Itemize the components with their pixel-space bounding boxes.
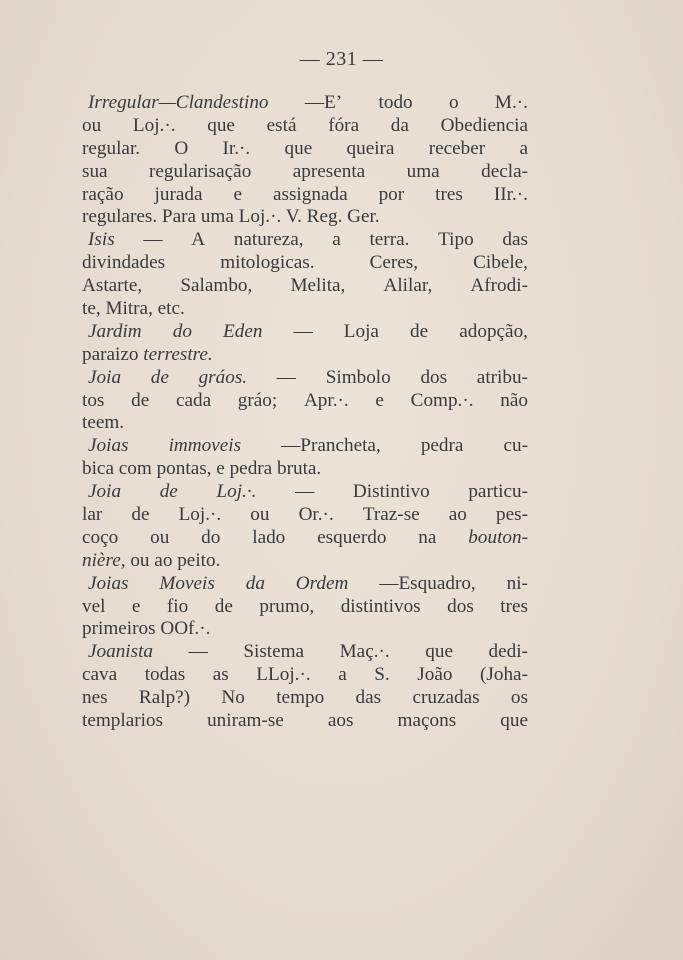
word: —: [143, 229, 163, 251]
word: Melita,: [290, 275, 346, 297]
word: (Joha-: [480, 664, 528, 686]
word: fóra: [328, 114, 360, 136]
word: Loj.·.: [178, 504, 222, 526]
word: decla-: [481, 160, 528, 182]
word: ou: [82, 114, 102, 136]
word: regularisação: [149, 160, 252, 182]
word: a: [338, 664, 347, 686]
italic-word: Joias: [88, 435, 129, 457]
text-line: [82, 664, 528, 687]
word: por: [378, 183, 405, 205]
text-run: ou ao peito.: [125, 549, 221, 571]
word: todas: [144, 664, 186, 686]
word: Simbolo: [325, 366, 391, 388]
word: coço: [82, 526, 119, 548]
word: maçons: [397, 710, 457, 732]
text-line: [82, 435, 528, 458]
word: —: [276, 366, 296, 388]
text-line: [82, 344, 528, 367]
word: vel: [82, 595, 106, 617]
word: Maç.·.: [339, 641, 390, 663]
italic-term: terrestre.: [143, 343, 213, 365]
italic-word: da: [245, 572, 265, 594]
word: das: [355, 687, 382, 709]
word: cruzadas: [412, 687, 480, 709]
word: ni-: [506, 572, 528, 594]
text-run: bica com pontas, e pedra bruta.: [82, 458, 322, 480]
word: de: [131, 504, 150, 526]
word: os: [510, 687, 528, 709]
word: a: [519, 137, 528, 159]
word: No: [221, 687, 245, 709]
text-line: [82, 527, 528, 550]
text-run: te, Mitra, etc.: [82, 298, 185, 320]
word: na: [418, 526, 437, 548]
word: A: [191, 229, 206, 251]
word: M.·.: [494, 92, 528, 113]
word: atribu-: [476, 366, 528, 388]
text-line: [82, 321, 528, 344]
word: que: [207, 114, 235, 136]
text-line: [82, 161, 528, 184]
text-run: primeiros OOf.·.: [82, 618, 211, 640]
word: tres: [435, 183, 463, 205]
word: Alilar,: [383, 275, 433, 297]
text-line: [82, 115, 528, 138]
word: todo: [378, 92, 413, 113]
word: lado: [252, 526, 286, 548]
italic-word: Moveis: [159, 572, 215, 594]
word: fio: [166, 595, 189, 617]
word: Traz-se: [362, 504, 420, 526]
text-line: [82, 710, 528, 733]
word: pedra: [420, 435, 464, 457]
word: Ceres,: [369, 252, 419, 274]
word: —Esquadro,: [379, 572, 476, 594]
word: tos: [82, 389, 105, 411]
word: —: [295, 481, 315, 503]
word: que: [500, 710, 528, 732]
text-run: paraizo: [82, 343, 144, 365]
italic-word: Jardim: [88, 320, 142, 342]
italic-word: do: [172, 320, 192, 342]
word: uniram-se: [207, 710, 284, 732]
word: esquerdo: [317, 526, 387, 548]
italic-word: immoveis: [168, 435, 242, 457]
word: Ralp?): [138, 687, 191, 709]
text-line: [82, 252, 528, 275]
word: templarios: [82, 710, 163, 732]
word: natureza,: [233, 229, 304, 251]
text-line: [82, 573, 528, 596]
word: —: [293, 320, 313, 342]
word: cu-: [503, 435, 528, 457]
text-run: teem.: [82, 412, 125, 434]
word: sua: [82, 160, 108, 182]
word: João: [417, 664, 453, 686]
word: prumo,: [259, 595, 315, 617]
word: tres: [500, 595, 528, 617]
word: Comp.·.: [410, 389, 474, 411]
word: distintivos: [340, 595, 421, 617]
word: tempo: [276, 687, 325, 709]
page-number: — 231 —: [299, 48, 384, 70]
word: jurada: [154, 183, 203, 205]
text-line: [82, 206, 528, 229]
word: ou: [150, 526, 170, 548]
italic-word: Irregular—Clandestino: [88, 92, 269, 113]
word: regular.: [82, 137, 141, 159]
italic-word: Ordem: [295, 572, 349, 594]
italic-word: gráos.: [198, 366, 248, 388]
word: Astarte,: [82, 275, 143, 297]
word: dos: [420, 366, 448, 388]
text-line: [82, 390, 528, 413]
word: cava: [82, 664, 118, 686]
italic-word: de: [159, 481, 178, 503]
word: —E’: [304, 92, 343, 113]
text-line: [82, 367, 528, 390]
word: Afrodi-: [470, 275, 528, 297]
page-text: [82, 92, 528, 733]
italic-term: nière,: [82, 549, 126, 571]
text-line: [82, 481, 528, 504]
text-line: [82, 596, 528, 619]
italic-word: Joanista: [88, 641, 154, 663]
word: nes: [82, 687, 108, 709]
word: do: [201, 526, 221, 548]
word: não: [500, 389, 528, 411]
word: Tipo: [438, 229, 474, 251]
word: Sistema: [243, 641, 305, 663]
word: uma: [406, 160, 440, 182]
word: das: [502, 229, 528, 251]
word: —: [188, 641, 208, 663]
text-line: [82, 458, 528, 481]
word: de: [410, 320, 429, 342]
text-line: [82, 687, 528, 710]
word: Apr.·.: [303, 389, 349, 411]
word: cada: [175, 389, 212, 411]
word: apresenta: [292, 160, 366, 182]
word: e: [233, 183, 242, 205]
word: está: [266, 114, 297, 136]
word: que: [284, 137, 313, 159]
italic-word: Isis: [88, 229, 115, 251]
word: a: [332, 229, 341, 251]
word: Salambo,: [180, 275, 253, 297]
text-line: [82, 184, 528, 207]
word: S.: [374, 664, 390, 686]
word: particu-: [468, 481, 528, 503]
italic-word: Joia: [88, 481, 122, 503]
word: Obediencia: [440, 114, 528, 136]
word: divindades: [82, 252, 166, 274]
word: aos: [327, 710, 354, 732]
text-line: [82, 92, 528, 115]
word: da: [390, 114, 409, 136]
text-line: [82, 298, 528, 321]
word: —Prancheta,: [281, 435, 381, 457]
word: O: [174, 137, 189, 159]
word: ao: [448, 504, 467, 526]
word: de: [131, 389, 150, 411]
word: Or.·.: [298, 504, 334, 526]
italic-word: de: [150, 366, 169, 388]
word: adopção,: [459, 320, 528, 342]
word: terra.: [369, 229, 410, 251]
word: queira: [346, 137, 395, 159]
text-line: [82, 618, 528, 641]
word: ração: [82, 183, 124, 205]
word: e: [375, 389, 384, 411]
word: Distintivo: [352, 481, 430, 503]
word: gráo;: [237, 389, 278, 411]
italic-word: Loj.·.: [216, 481, 257, 503]
word: LLoj.·.: [256, 664, 311, 686]
word: dos: [447, 595, 474, 617]
word: mitologicas.: [220, 252, 315, 274]
word: assignada: [272, 183, 348, 205]
word: de: [214, 595, 233, 617]
italic-word: Joias: [88, 572, 129, 594]
word: Ir.·.: [222, 137, 251, 159]
word: as: [212, 664, 229, 686]
word: que: [425, 641, 453, 663]
text-line: [82, 275, 528, 298]
italic-word: Eden: [223, 320, 263, 342]
italic-word: bouton-: [468, 526, 528, 548]
word: o: [448, 92, 459, 113]
word: Cibele,: [473, 252, 528, 274]
text-run: regulares. Para uma Loj.·. V. Reg. Ger.: [82, 206, 380, 228]
word: lar: [82, 504, 103, 526]
text-line: [82, 550, 528, 573]
text-line: [82, 412, 528, 435]
word: receber: [428, 137, 486, 159]
text-line: [82, 138, 528, 161]
word: e: [131, 595, 141, 617]
italic-word: Joia: [88, 366, 122, 388]
word: Loja: [343, 320, 379, 342]
text-line: [82, 229, 528, 252]
word: pes-: [496, 504, 528, 526]
word: ou: [250, 504, 270, 526]
word: Loj.·.: [132, 114, 176, 136]
word: dedi-: [488, 641, 528, 663]
word: IIr.·.: [493, 183, 528, 205]
text-line: [82, 641, 528, 664]
text-line: [82, 504, 528, 527]
